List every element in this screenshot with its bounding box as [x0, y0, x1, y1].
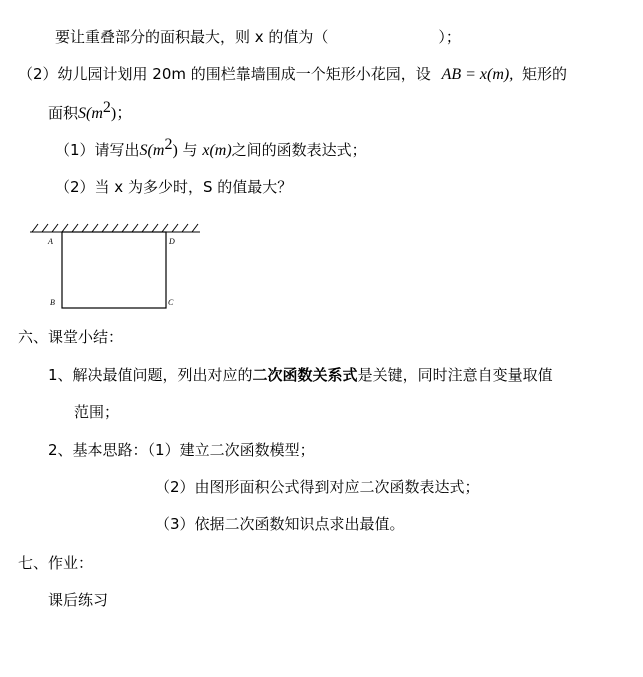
summary-heading: 六、课堂小结：: [18, 328, 124, 346]
summary-item-2-step3: （3）依据二次函数知识点求出最值。: [155, 515, 405, 533]
area-close: )；: [110, 105, 133, 122]
sub-question-2: [55, 177, 292, 197]
label-b: B: [50, 298, 55, 307]
summary-item-2-step2: （2）由图形面积公式得到对应二次函数表达式；: [155, 478, 480, 496]
part2-intro-tail: 矩形的: [522, 65, 568, 83]
sub1-close: ): [172, 142, 178, 159]
part2-intro: [18, 64, 567, 85]
part2-area: [48, 99, 133, 124]
sub1-area-symbol: S(m: [139, 142, 165, 159]
summary-item-2: 2、基本思路：（1）建立二次函数模型；: [48, 441, 315, 459]
sub1-x: x(m): [202, 142, 232, 159]
homework-content: 课后练习: [48, 591, 109, 609]
item1-bold: 二次函数关系式: [252, 366, 358, 384]
item1-text-a: 1、解决最值问题，列出对应的: [48, 366, 253, 384]
sub2-text: （2）当 x 为多少时，S 的值最大？: [55, 178, 293, 196]
label-c: C: [168, 298, 174, 307]
area-prefix: 面积: [48, 104, 79, 122]
sub1-text: （1）请写出: [55, 141, 140, 159]
part2-intro-text: （2）幼儿园计划用 20m 的围栏靠墙围成一个矩形小花园，设: [18, 65, 431, 83]
ab-expression: AB = x(m),: [441, 66, 514, 83]
question-text: 要让重叠部分的面积最大，则 x 的值为（: [55, 28, 329, 46]
homework-heading: 七、作业：: [18, 554, 94, 572]
sub1-sup: 2: [164, 136, 173, 153]
summary-item-1: [48, 365, 553, 385]
question-close: ）；: [438, 28, 461, 46]
wall-hatching: [30, 224, 200, 232]
area-sup: 2: [102, 99, 111, 116]
area-symbol: S(m: [78, 105, 103, 122]
garden-rectangle: [62, 232, 166, 308]
sub1-and: 与: [182, 141, 198, 159]
sub-question-1: [55, 136, 367, 161]
sub1-tail: 之间的函数表达式；: [231, 141, 367, 159]
question-fill-blank: [55, 27, 461, 47]
label-d: D: [169, 237, 175, 246]
label-a: A: [48, 237, 53, 246]
summary-item-1-cont: 范围；: [74, 403, 120, 421]
item1-text-b: 是关键，同时注意自变量取值: [357, 366, 553, 384]
rectangle-figure: [28, 218, 208, 318]
wall-rectangle-diagram: [28, 218, 208, 318]
